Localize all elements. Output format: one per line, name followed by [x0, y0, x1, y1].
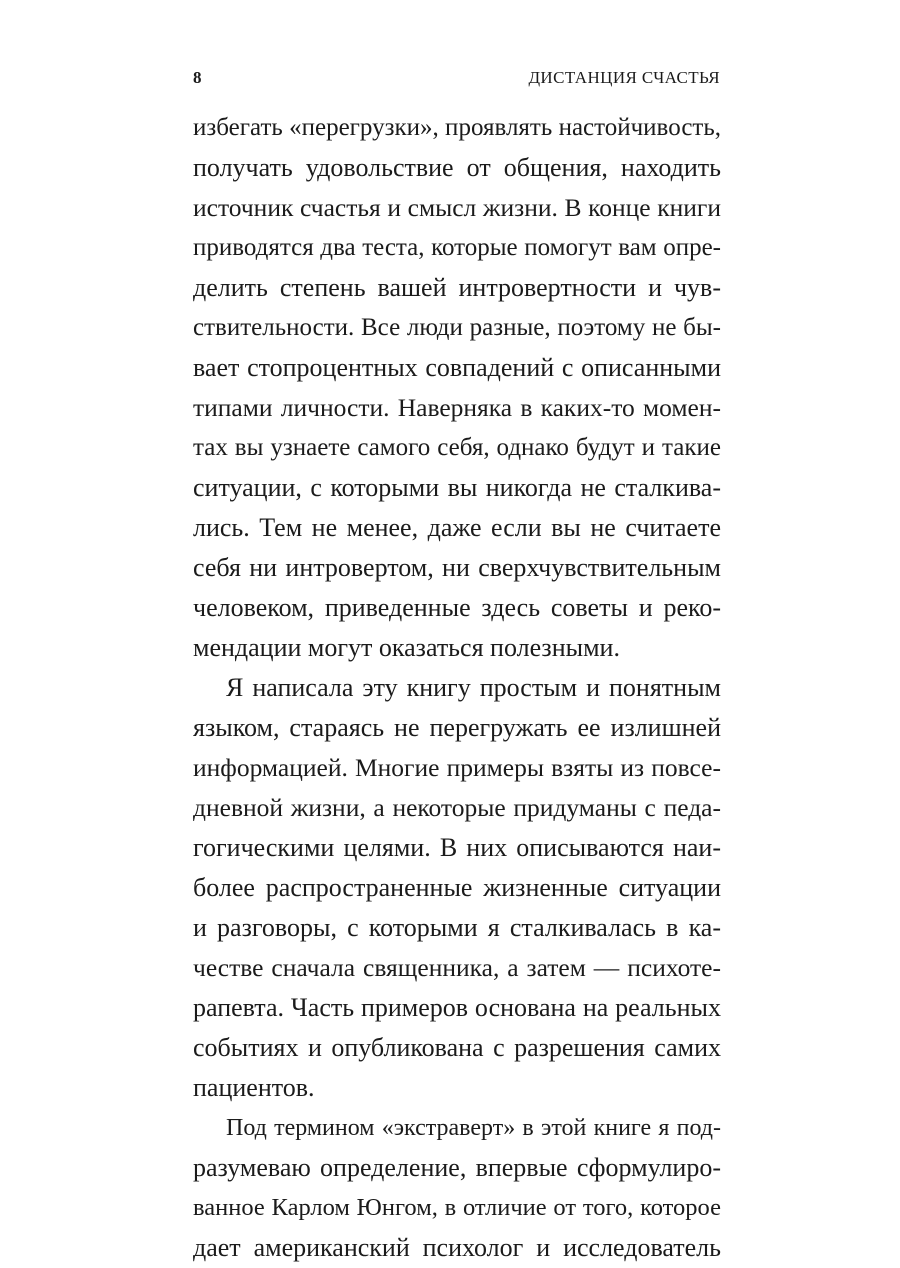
text-line: языком, стараясь не перегружать ее излишней [193, 713, 721, 742]
text-line: и разговоры, с которыми я сталкивалась в ка- [193, 913, 721, 942]
text-line: мендации могут оказаться полезными. [193, 633, 620, 662]
running-head [193, 66, 720, 90]
text-line: пациентов. [193, 1073, 315, 1102]
text-line: лись. Тем не менее, даже если вы не считаете [193, 513, 721, 542]
paragraph [193, 108, 721, 668]
text-line: разумеваю определение, впервые сформулиро- [193, 1153, 721, 1182]
text-line: ствительности. Все люди разные, поэтому не бы- [193, 314, 721, 341]
text-line: событиях и опубликована с разрешения самих [193, 1033, 721, 1062]
text-line: приводятся два теста, которые помогут вам опре- [193, 234, 721, 261]
text-line: избегать «перегрузки», проявлять настойчивость, [193, 114, 721, 141]
text-line: источник счастья и смысл жизни. В конце книги [193, 193, 721, 222]
text-line: Под термином «экстраверт» в этой книге я под- [226, 1115, 721, 1141]
text-line: гогическими целями. В них описываются наи- [193, 833, 721, 862]
text-line: себя ни интровертом, ни сверхчувствительным [193, 553, 721, 582]
text-line: дает американский психолог и исследователь [193, 1233, 721, 1262]
text-line: делить степень вашей интровертности и чув- [193, 273, 721, 302]
text-line: человеком, приведенные здесь советы и реко- [193, 593, 721, 622]
text-line: дневной жизни, а некоторые придуманы с педа- [193, 793, 721, 822]
body-text [193, 108, 721, 1268]
text-line: информацией. Многие примеры взяты из повсе- [193, 753, 721, 782]
text-line: более распространенные жизненные ситуации [193, 873, 721, 902]
text-line: типами личности. Наверняка в каких-то момен- [193, 393, 721, 422]
text-line: рапевта. Часть примеров основана на реальных [193, 993, 721, 1022]
text-line: Я написала эту книгу простым и понятным [226, 673, 721, 702]
text-line: ситуации, с которыми вы никогда не сталкива- [193, 473, 721, 502]
text-line: вает стопроцентных совпадений с описанными [193, 353, 721, 382]
paragraph [193, 1108, 721, 1268]
text-line: ванное Карлом Юнгом, в отличие от того, которое [193, 1194, 721, 1221]
paragraph [193, 668, 721, 1108]
page-number: 8 [193, 68, 202, 87]
text-line: получать удовольствие от общения, находить [193, 153, 721, 182]
text-line: тах вы узнаете самого себя, однако будут и такие [193, 434, 721, 461]
running-head-title: ДИСТАНЦИЯ СЧАСТЬЯ [528, 68, 720, 87]
text-line: честве сначала священника, а затем — психоте- [193, 953, 721, 982]
